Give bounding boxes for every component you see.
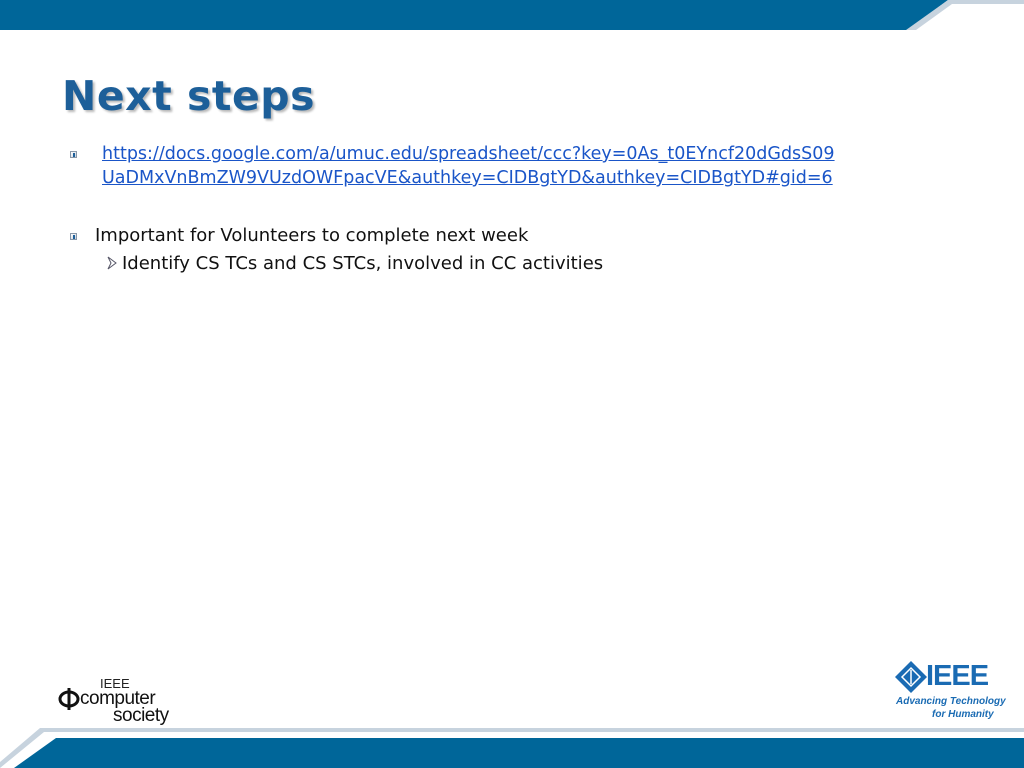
spreadsheet-link[interactable]: [102, 142, 962, 190]
link-line-1[interactable]: https://docs.google.com/a/umuc.edu/spreadsheet/ccc?key=0As_t0EYncf20dGdsS09: [102, 144, 835, 164]
cs-logo-word-computer: computer: [80, 688, 156, 709]
phi-icon: [58, 688, 80, 710]
ieee-logo-wordmark: IEEE: [926, 660, 989, 692]
slide-title: Next steps: [62, 72, 316, 120]
sub-bullet-identify: Identify CS TCs and CS STCs, involved in CC activities: [122, 253, 604, 274]
ieee-logo: [892, 660, 1004, 724]
cs-logo-word-society: society: [113, 705, 169, 726]
square-bullet-icon: [70, 151, 77, 158]
header-band: [0, 0, 1024, 32]
arrow-bullet-icon: [107, 256, 117, 270]
bullet-volunteers: Important for Volunteers to complete next week: [95, 225, 529, 246]
ieee-tagline-2: for Humanity: [932, 709, 994, 720]
link-line-2[interactable]: UaDMxVnBmZW9VUzdOWFpacVE&authkey=CIDBgtYD&authkey=CIDBgtYD#gid=6: [102, 168, 833, 188]
ieee-tagline-1: Advancing Technology: [896, 696, 1006, 707]
ieee-computer-society-logo: [58, 676, 198, 726]
square-bullet-icon: [70, 233, 77, 240]
cs-logo-ieee-text: IEEE: [100, 676, 130, 691]
ieee-diamond-icon: [894, 660, 928, 694]
footer-band: [0, 728, 1024, 768]
